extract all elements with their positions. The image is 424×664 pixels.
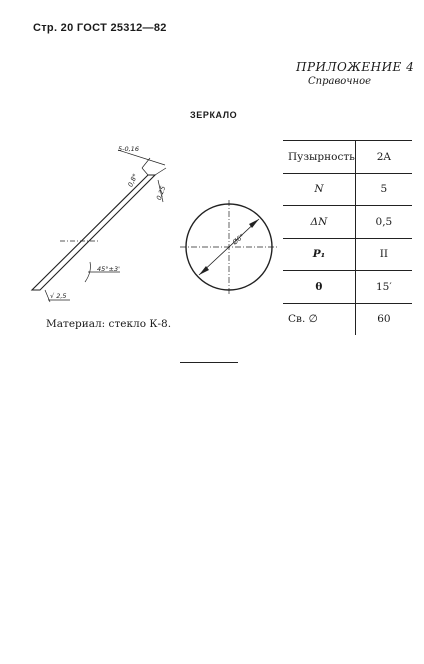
material-note: Материал: стекло К-8. (46, 318, 172, 330)
dim-top: 5-0,16 (118, 145, 139, 153)
param-value: 0,5 (355, 206, 412, 239)
section-title: ЗЕРКАЛО (190, 110, 238, 120)
table-row (283, 206, 412, 239)
param-label: N (283, 173, 355, 206)
param-label: P₁ (283, 238, 355, 271)
prism-body (32, 175, 155, 290)
dim-angle: 45°±3' (97, 265, 120, 273)
param-value: 2A (355, 141, 412, 174)
page-header: Стр. 20 ГОСТ 25312—82 (33, 22, 167, 34)
dim-edge: 0,25 (154, 184, 168, 202)
param-value: II (355, 238, 412, 271)
prism-outline (32, 175, 155, 290)
dim-thickness: 0,8* (126, 172, 140, 189)
appendix-subtitle: Справочное (308, 76, 372, 87)
table-row (283, 271, 412, 304)
param-label: ΔN (283, 206, 355, 239)
mirror-circle-view (180, 200, 278, 296)
dim-roughness: √ 2,5 (50, 292, 67, 300)
param-label: Пузырность (283, 141, 355, 174)
table-row (283, 238, 412, 271)
param-label: θ (283, 271, 355, 304)
table-row (283, 303, 412, 335)
dimension-lines (45, 150, 166, 302)
param-value: 5 (355, 173, 412, 206)
table-row (283, 173, 412, 206)
appendix-title: ПРИЛОЖЕНИЕ 4 (296, 60, 415, 74)
param-value: 15′ (355, 271, 412, 304)
end-rule (180, 362, 238, 363)
param-value: 60 (377, 313, 391, 326)
param-label: Св. ∅ (283, 303, 355, 335)
dim-diameter: Ø6* (231, 232, 246, 247)
optical-params-table (283, 140, 412, 335)
table-row (283, 141, 412, 174)
